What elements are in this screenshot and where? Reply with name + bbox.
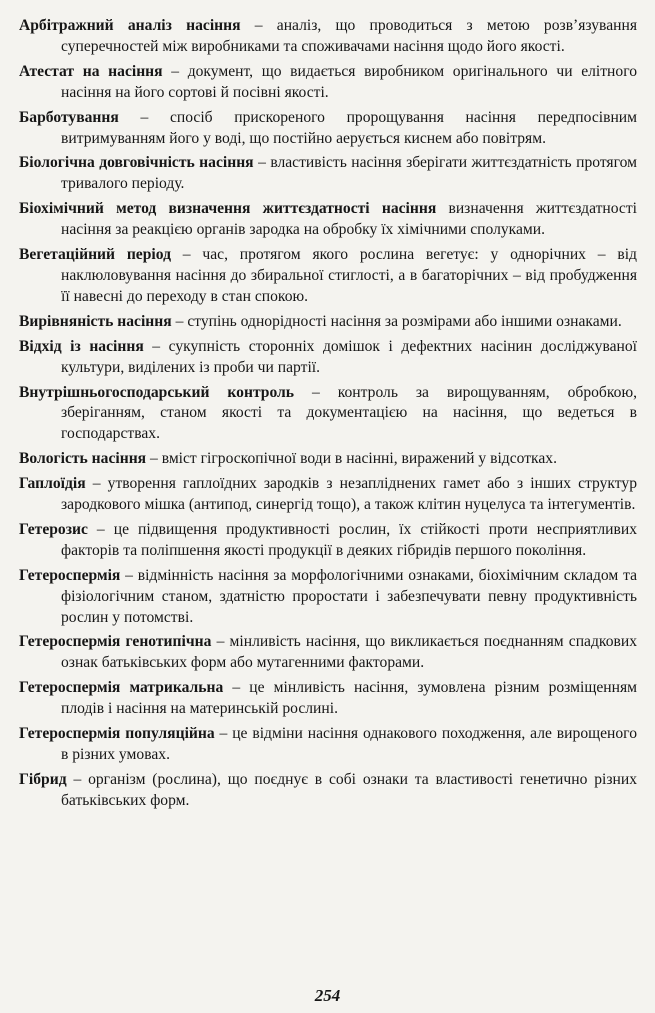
glossary-entry bbox=[19, 62, 637, 104]
entry-definition: – аналіз, що проводиться з метою розв’язування суперечностей між виробниками та споживачами насіння щодо його якості. bbox=[61, 17, 637, 55]
entry-definition: – відмінність насіння за морфологічними ознаками, біохімічним складом та фізіологічним станом, здатністю проростати і забезпечувати певну продуктивність рослин у потомстві. bbox=[61, 566, 637, 626]
entry-definition: – мінливість насіння, що викликається поєднанням спадкових ознак батьківських форм або мутагенними факторами. bbox=[61, 633, 637, 672]
glossary-entry bbox=[19, 566, 637, 629]
glossary-entry bbox=[19, 153, 637, 195]
glossary-entry bbox=[19, 245, 637, 308]
entry-term: Гетероспермія генотипічна bbox=[19, 633, 212, 651]
glossary-entry bbox=[19, 312, 637, 333]
entry-term: Біологічна довговічність насіння bbox=[19, 154, 254, 172]
entry-definition: – це мінливість насіння, зумовлена різним розміщенням плодів і насіння на материнській рослині. bbox=[61, 679, 637, 718]
entry-term: Вологість насіння bbox=[19, 450, 147, 468]
entry-definition: – ступінь однорідності насіння за розмірами або іншими ознаками. bbox=[171, 312, 622, 330]
glossary-entry bbox=[19, 108, 637, 150]
glossary-entry bbox=[19, 632, 637, 674]
entry-term: Атестат на насіння bbox=[19, 62, 163, 80]
entry-definition: – сукупність сторонніх домішок і дефектних насінин досліджуваної культури, виділених із проби чи партії. bbox=[61, 337, 637, 376]
glossary-entry bbox=[19, 678, 637, 720]
entry-term: Барботування bbox=[19, 108, 119, 126]
glossary-entry bbox=[19, 449, 637, 470]
glossary-entry bbox=[19, 724, 637, 766]
entry-term: Арбітражний аналіз насіння bbox=[19, 17, 241, 34]
entry-term: Гетероспермія матрикальна bbox=[19, 679, 224, 697]
glossary-entry bbox=[19, 474, 637, 516]
entry-term: Біохімічний метод визначення життєздатності насіння bbox=[19, 200, 437, 218]
entry-definition: – це відміни насіння однакового походження, але вирощеного в різних умовах. bbox=[61, 725, 637, 763]
entry-definition: – утворення гаплоїдних зародків з незапліднених гамет або з інших структур зародкового мішка (антипод, синергід тощо), а також клітин нуцелуса та інтегументів. bbox=[61, 475, 637, 514]
entry-term: Вирівняність насіння bbox=[19, 312, 172, 330]
entry-term: Гібрид bbox=[19, 770, 67, 788]
entry-term: Вегетаційний період bbox=[19, 246, 171, 264]
entry-definition: – вміст гігроскопічної води в насінні, виражений у відсотках. bbox=[146, 450, 557, 468]
entry-term: Гетерозис bbox=[19, 520, 88, 538]
page-number: 254 bbox=[314, 986, 341, 1005]
entry-term: Внутрішньогосподарський контроль bbox=[19, 383, 295, 401]
glossary-entries bbox=[19, 16, 637, 812]
glossary-entry bbox=[19, 383, 637, 446]
entry-term: Відхід із насіння bbox=[19, 337, 144, 355]
glossary-entry bbox=[19, 199, 637, 241]
entry-definition: – це підвищення продуктивності рослин, їх стійкості проти несприятливих факторів та поліпшення якості продукції в деяких гібридів першого покоління. bbox=[61, 520, 637, 559]
entry-term: Гетероспермія популяційна bbox=[19, 725, 215, 743]
entry-definition: – контроль за вирощуванням, обробкою, зберіганням, станом якості та документацією на насіння, що ведеться в господарствах. bbox=[61, 383, 637, 443]
glossary-entry bbox=[19, 770, 637, 812]
glossary-entry bbox=[19, 337, 637, 379]
entry-definition: – документ, що видається виробником оригінального чи елітного насіння на його сортові й посівні якості. bbox=[61, 62, 637, 101]
entry-definition: – час, протягом якого рослина вегетує: у однорічних – від наклюловування насіння до збиральної стиглості, а в багаторічних – від пробудження її навесні до переходу в стан спокою. bbox=[61, 246, 637, 305]
entry-definition: визначення життєздатності насіння за реакцією органів зародка на обробку їх хімічними сполуками. bbox=[61, 200, 637, 239]
entry-definition: – властивість насіння зберігати життєздатність протягом тривалого періоду. bbox=[61, 154, 637, 193]
entry-term: Гаплоїдія bbox=[19, 475, 86, 493]
entry-definition: – організм (рослина), що поєднує в собі ознаки та властивості генетично різних батьківських форм. bbox=[61, 770, 637, 809]
entry-definition: – спосіб прискореного пророщування насіння передпосівним витримуванням його у воді, що постійно аерується киснем або повітрям. bbox=[61, 108, 637, 147]
glossary-entry bbox=[19, 16, 637, 58]
glossary-entry bbox=[19, 520, 637, 562]
entry-term: Гетероспермія bbox=[19, 566, 121, 584]
